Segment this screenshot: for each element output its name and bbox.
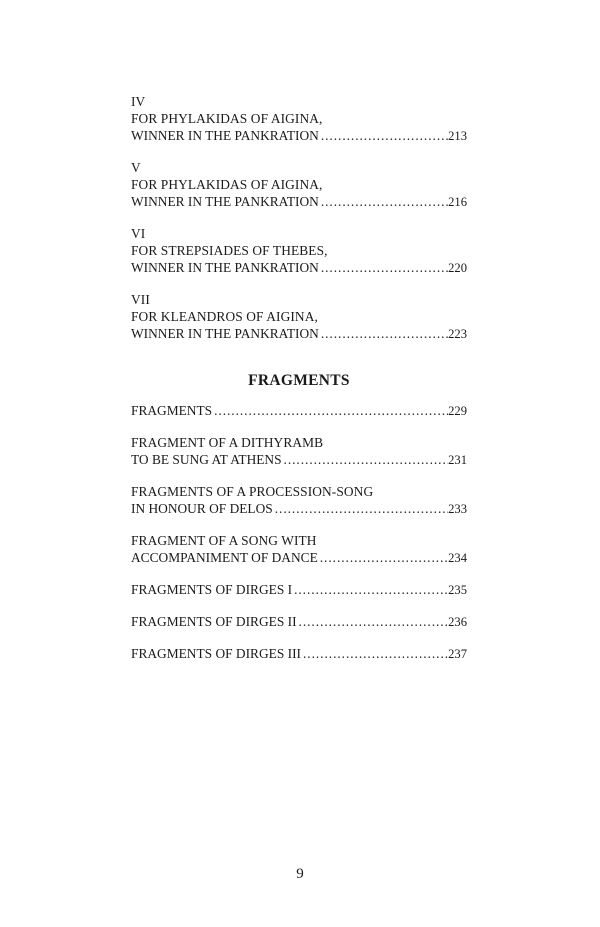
dot-leader (319, 127, 448, 144)
dot-leader (212, 402, 448, 419)
ode-number: VI (131, 226, 146, 241)
fragment-title: FRAGMENTS OF A PROCESSION-SONG (131, 484, 374, 499)
page-ref: 213 (448, 129, 467, 143)
page-ref: 229 (448, 404, 467, 418)
fragment-title: FRAGMENTS (131, 403, 213, 418)
ode-title: FOR PHYLAKIDAS OF AIGINA, (131, 177, 323, 192)
toc-leader-line (131, 402, 467, 420)
toc-leader-line (131, 451, 467, 469)
dot-leader (273, 500, 448, 517)
dot-leader (301, 645, 448, 662)
fragment-title: FRAGMENT OF A SONG WITH (131, 533, 317, 548)
dot-leader (319, 193, 448, 210)
ode-subtitle: WINNER IN THE PANKRATION (131, 128, 319, 143)
toc-entry-ode-vii (131, 291, 467, 343)
fragment-title: FRAGMENTS OF DIRGES I (131, 582, 293, 597)
toc-leader-line (131, 549, 467, 567)
toc-leader-line (131, 645, 467, 663)
toc-entry-dithyramb (131, 434, 467, 469)
dot-leader (318, 549, 448, 566)
toc-leader-line (131, 259, 467, 277)
toc-leader-line (131, 500, 467, 518)
ode-subtitle: WINNER IN THE PANKRATION (131, 260, 319, 275)
toc-leader-line (131, 193, 467, 211)
ode-title: FOR PHYLAKIDAS OF AIGINA, (131, 111, 323, 126)
table-of-contents (131, 93, 467, 677)
dot-leader (319, 325, 448, 342)
ode-subtitle: WINNER IN THE PANKRATION (131, 194, 319, 209)
toc-leader-line (131, 581, 467, 599)
ode-number: V (131, 160, 141, 175)
dot-leader (282, 451, 449, 468)
fragment-subtitle: IN HONOUR OF DELOS (131, 501, 273, 516)
toc-leader-line (131, 325, 467, 343)
fragment-title: FRAGMENT OF A DITHYRAMB (131, 435, 324, 450)
toc-entry-ode-iv (131, 93, 467, 145)
ode-subtitle: WINNER IN THE PANKRATION (131, 326, 319, 341)
toc-entry-ode-vi (131, 225, 467, 277)
toc-entry-dirges-iii (131, 645, 467, 663)
page-ref: 216 (448, 195, 467, 209)
page-ref: 234 (448, 551, 467, 565)
toc-entry-fragments (131, 402, 467, 420)
ode-title: FOR STREPSIADES OF THEBES, (131, 243, 328, 258)
ode-title: FOR KLEANDROS OF AIGINA, (131, 309, 318, 324)
toc-leader-line (131, 127, 467, 145)
page-ref: 223 (448, 327, 467, 341)
page-ref: 220 (448, 261, 467, 275)
page-ref: 235 (448, 583, 467, 597)
page-ref: 231 (448, 453, 467, 467)
page-number: 9 (296, 866, 304, 882)
fragment-subtitle: TO BE SUNG AT ATHENS (131, 452, 282, 467)
fragment-subtitle: ACCOMPANIMENT OF DANCE (131, 550, 318, 565)
dot-leader (292, 581, 448, 598)
page-ref: 233 (448, 502, 467, 516)
toc-leader-line (131, 613, 467, 631)
toc-entry-procession-song (131, 483, 467, 518)
fragment-title: FRAGMENTS OF DIRGES III (131, 646, 301, 661)
section-heading-fragments: FRAGMENTS (248, 372, 350, 389)
dot-leader (297, 613, 449, 630)
toc-entry-dirges-ii (131, 613, 467, 631)
page-ref: 237 (448, 647, 467, 661)
toc-entry-ode-v (131, 159, 467, 211)
fragment-title: FRAGMENTS OF DIRGES II (131, 614, 297, 629)
dot-leader (319, 259, 448, 276)
ode-number: IV (131, 94, 146, 109)
ode-number: VII (131, 292, 150, 307)
toc-entry-dirges-i (131, 581, 467, 599)
page-ref: 236 (448, 615, 467, 629)
toc-entry-song-with-dance (131, 532, 467, 567)
